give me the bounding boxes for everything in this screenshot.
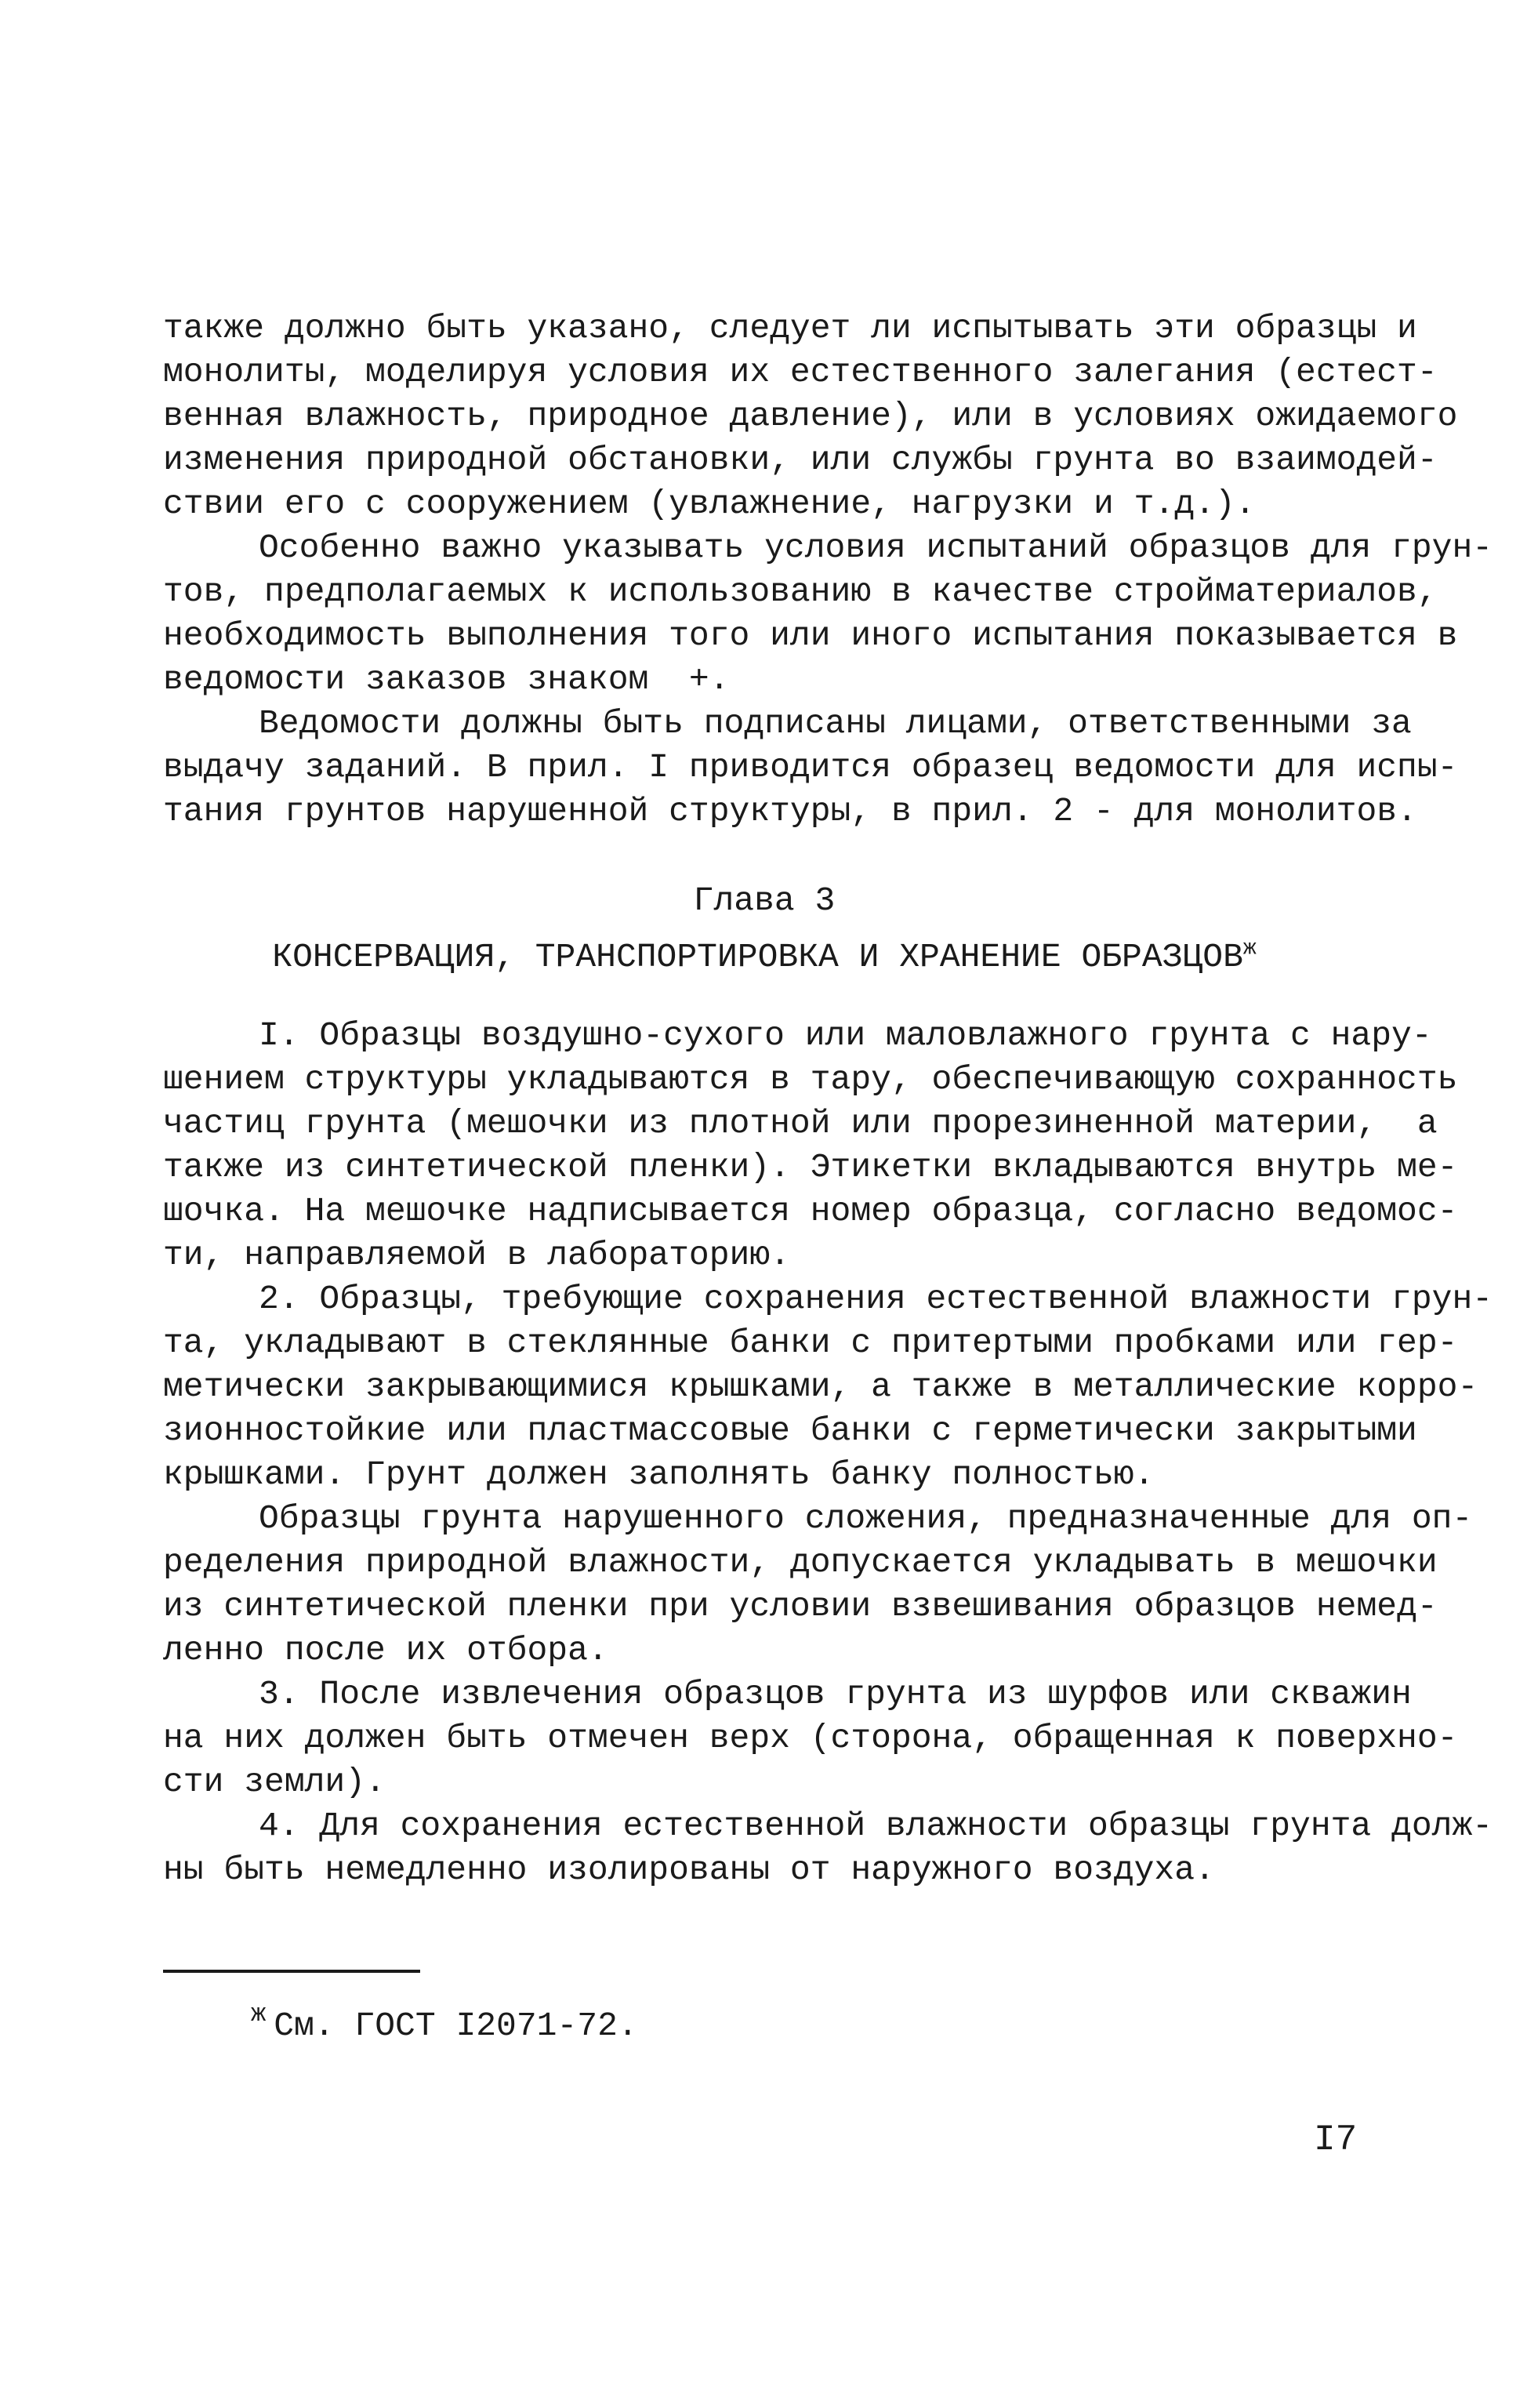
text-line: Ведомости должны быть подписаны лицами, ответственными за: [259, 704, 1412, 743]
text-line: шочка. На мешочке надписывается номер образца, согласно ведомос-: [163, 1192, 1458, 1230]
text-line: ны быть немедленно изолированы от наружного воздуха.: [163, 1850, 1215, 1889]
text-line: ленно после их отбора.: [163, 1631, 608, 1669]
text-line: Образцы грунта нарушенного сложения, предназначенные для оп-: [259, 1499, 1473, 1538]
text-line: из синтетической пленки при условии взвешивания образцов немед-: [163, 1587, 1438, 1625]
footnote-text: См. ГОСТ I2071-72.: [274, 2007, 638, 2045]
text-line: ведомости заказов знаком +.: [163, 660, 730, 699]
chapter-label: Глава 3: [693, 881, 836, 920]
text-line: ствии его с сооружением (увлажнение, нагрузки и т.д.).: [163, 485, 1256, 523]
chapter-title: [157, 935, 1372, 980]
chapter-title-text: КОНСЕРВАЦИЯ, ТРАНСПОРТИРОВКА И ХРАНЕНИЕ ОБРАЗЦОВ: [272, 938, 1243, 976]
text-line: венная влажность, природное давление), или в условиях ожидаемого: [163, 397, 1458, 435]
footnote: [251, 1992, 638, 2049]
text-line: изменения природной обстановки, или службы грунта во взаимодей-: [163, 441, 1438, 479]
page-number: I7: [1314, 2119, 1358, 2160]
text-line: шением структуры укладываются в тару, обеспечивающую сохранность: [163, 1060, 1458, 1099]
text-line: I. Образцы воздушно-сухого или маловлажного грунта с нару-: [259, 1016, 1432, 1055]
text-line: ределения природной влажности, допускается укладывать в мешочки: [163, 1543, 1438, 1582]
text-line: крышками. Грунт должен заполнять банку полностью.: [163, 1455, 1155, 1494]
text-line: сти земли).: [163, 1763, 386, 1801]
text-line: тов, предполагаемых к использованию в качестве стройматериалов,: [163, 572, 1438, 611]
text-line: необходимость выполнения того или иного испытания показывается в: [163, 616, 1458, 655]
text-line: также должно быть указано, следует ли испытывать эти образцы и: [163, 309, 1417, 347]
text-line: 2. Образцы, требующие сохранения естественной влажности грун-: [259, 1280, 1493, 1318]
text-line: метически закрывающимися крышками, а также в металлические корро-: [163, 1367, 1478, 1406]
text-line: на них должен быть отмечен верх (сторона, обращенная к поверхно-: [163, 1719, 1458, 1757]
text-line: выдачу заданий. В прил. I приводится образец ведомости для испы-: [163, 748, 1458, 786]
footnote-mark: ж: [251, 1999, 267, 2028]
chapter-footnote-mark: ж: [1242, 936, 1257, 961]
text-line: частиц грунта (мешочки из плотной или прорезиненной материи, а: [163, 1104, 1438, 1142]
text-line: тания грунтов нарушенной структуры, в прил. 2 - для монолитов.: [163, 792, 1417, 830]
text-line: Особенно важно указывать условия испытаний образцов для грун-: [259, 528, 1493, 567]
text-line: монолиты, моделируя условия их естественного залегания (естест-: [163, 353, 1438, 391]
text-line: ти, направляемой в лабораторию.: [163, 1236, 790, 1274]
text-line: та, укладывают в стеклянные банки с притертыми пробками или гер-: [163, 1324, 1458, 1362]
text-line: 3. После извлечения образцов грунта из шурфов или скважин: [259, 1675, 1412, 1713]
text-line: 4. Для сохранения естественной влажности образцы грунта долж-: [259, 1807, 1493, 1845]
text-line: также из синтетической пленки). Этикетки вкладываются внутрь ме-: [163, 1148, 1458, 1186]
footnote-divider: [163, 1970, 420, 1973]
text-line: зионностойкие или пластмассовые банки с герметически закрытыми: [163, 1411, 1417, 1450]
